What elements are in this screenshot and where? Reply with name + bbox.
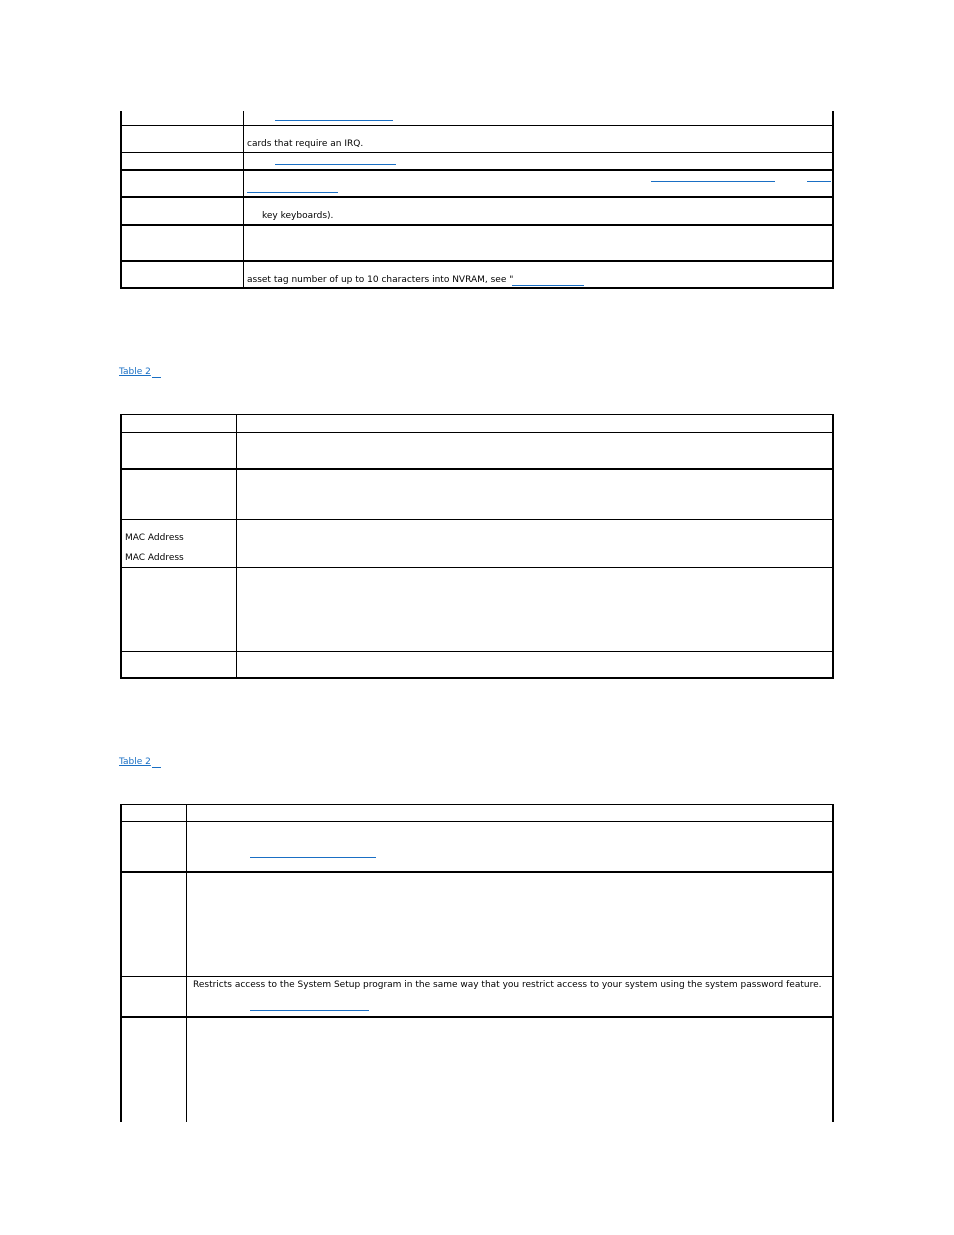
table2-row-3: [122, 520, 832, 568]
table2-link-a-tail: [152, 377, 161, 378]
table1-row-5: [122, 198, 832, 226]
table3-row-3-text: Restricts access to the System Setup program in the same way that you restrict access to your system using the system password feature.: [193, 980, 822, 990]
table2-row-5: [122, 652, 832, 678]
table1-row-2: [122, 126, 832, 153]
table2-link-a[interactable]: Table 2: [119, 367, 151, 377]
table3-header-row: [122, 805, 832, 822]
table3-row-4: [122, 1018, 832, 1123]
table1-link-3[interactable]: [651, 181, 775, 182]
table1-link-6[interactable]: [512, 285, 584, 286]
table3-link-2[interactable]: [250, 1010, 369, 1011]
table3-link-1[interactable]: [250, 857, 376, 858]
options-table-2: [120, 414, 834, 679]
table1-link-4[interactable]: [807, 181, 831, 182]
table3-row-3: [122, 977, 832, 1018]
table2-row-1: [122, 433, 832, 470]
options-table-3: [120, 804, 834, 1122]
table1-link-5[interactable]: [247, 192, 338, 193]
table1-row-6: [122, 226, 832, 262]
table2-mac-address-label-2: MAC Address: [125, 553, 184, 563]
table1-row-2-text: cards that require an IRQ.: [247, 139, 364, 149]
table1-row-1: [122, 111, 832, 126]
table1-link-1[interactable]: [275, 120, 393, 121]
table3-row-2: [122, 873, 832, 977]
table1-row-7: [122, 262, 832, 287]
options-table-1: [120, 111, 834, 289]
table3-row-1: [122, 822, 832, 873]
table1-link-2[interactable]: [275, 164, 396, 165]
table1-row-7-text: asset tag number of up to 10 characters into NVRAM, see ": [247, 275, 514, 285]
table2-header-row: [122, 415, 832, 433]
table2-link-b-tail: [152, 767, 161, 768]
table2-row-2: [122, 470, 832, 520]
table1-row-5-text: key keyboards).: [262, 211, 334, 221]
table2-link-b[interactable]: Table 2: [119, 757, 151, 767]
table2-row-4: [122, 568, 832, 652]
table1-row-3: [122, 153, 832, 171]
table1-row-4: [122, 171, 832, 198]
table2-mac-address-label-1: MAC Address: [125, 533, 184, 543]
